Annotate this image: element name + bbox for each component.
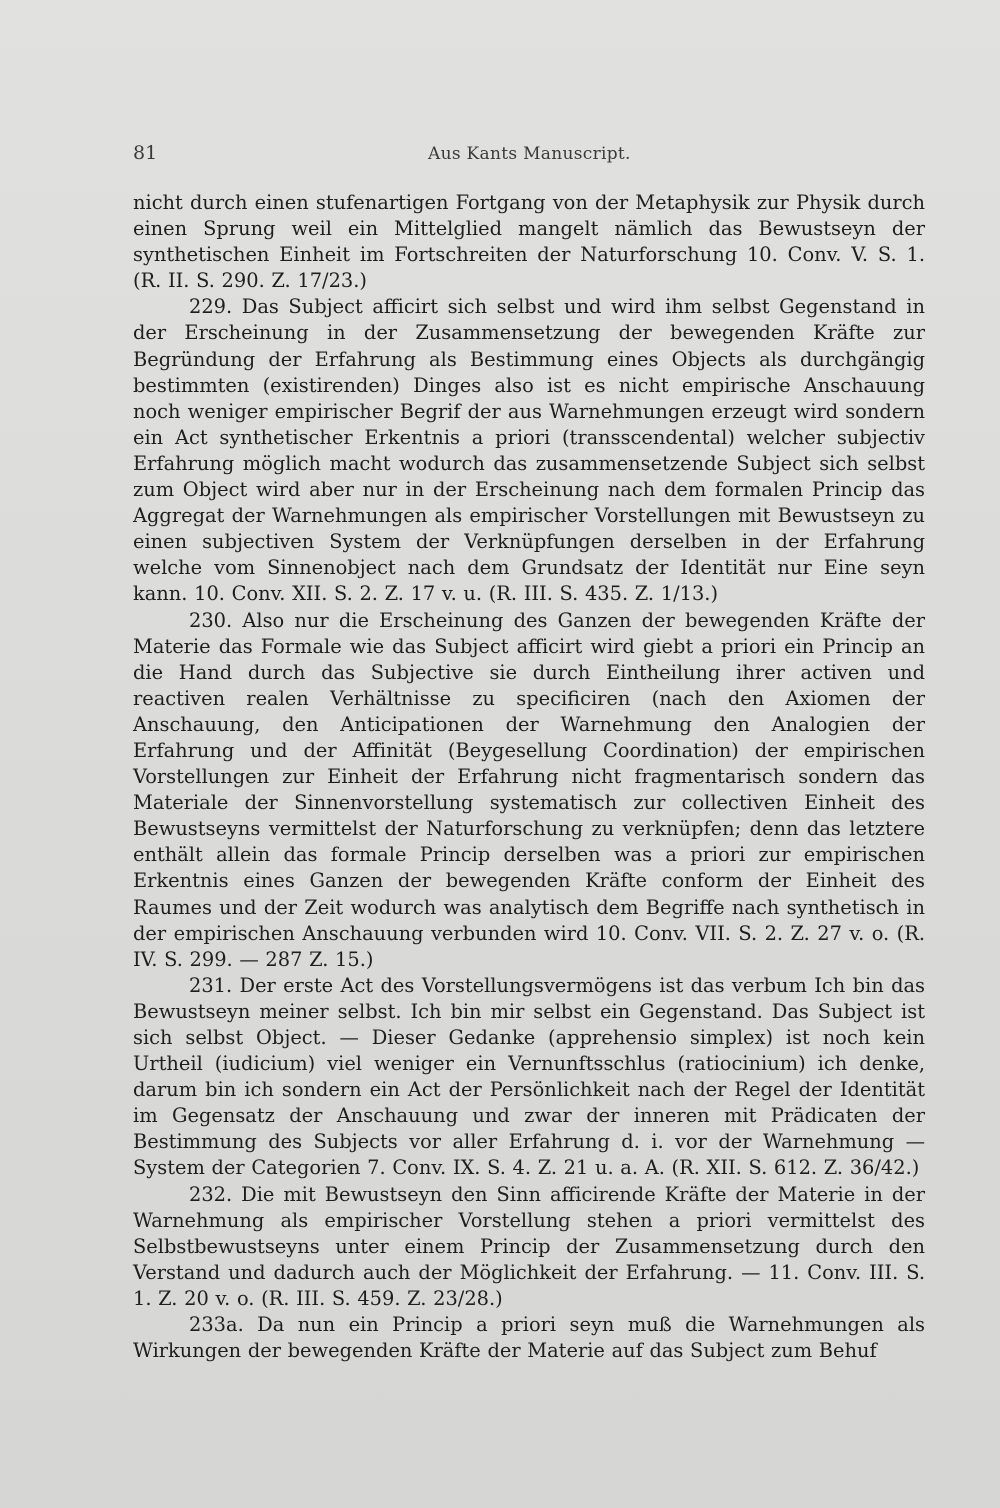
paragraph-230: 230. Also nur die Erscheinung des Ganzen der bewegenden Kräfte der Materie das Formale wie das Subject afficirt wird giebt a priori ein Princip an die Hand durch das Subjective sie durch Eintheilung ihrer activen und reactiven realen Verhältnisse zu specificiren (nach den Axiomen der Anschauung, den Anticipationen der Warnehmung den Analogien der Erfahrung und der Affinität (Beygesellung Coordination) der empirischen Vorstellungen zur Einheit der Erfahrung nicht fragmentarisch sondern das Materiale der Sinnenvorstellung systematisch zur collectiven Einheit des Bewustseyns vermittelst der Naturforschung zu verknüpfen; denn das letztere enthält allein das formale Princip derselben was a priori zur empirischen Erkentnis eines Ganzen der bewegenden Kräfte conform der Einheit des Raumes und der Zeit wodurch was analytisch dem Begriffe nach synthetisch in der empirischen Anschauung verbunden wird 10. Conv. VII. S. 2. Z. 27 v. o. (R. IV. S. 299. — 287 Z. 15.) bbox=[133, 608, 925, 971]
body-text bbox=[133, 190, 925, 1364]
paragraph-continuation: nicht durch einen stufenartigen Fortgang von der Metaphysik zur Physik durch einen Sprung weil ein Mittelglied mangelt nämlich das Bewustseyn der synthetischen Einheit im Fortschreiten der Naturforschung 10. Conv. V. S. 1. (R. II. S. 290. Z. 17/23.) bbox=[133, 191, 925, 293]
running-title: Aus Kants Manuscript. bbox=[428, 144, 631, 164]
running-header bbox=[133, 142, 923, 172]
paragraph-233a: 233a. Da nun ein Princip a priori seyn muß die Warnehmungen als Wirkungen der bewegenden Kräfte der Materie auf das Subject zum Behuf bbox=[133, 1313, 925, 1363]
paragraph-229: 229. Das Subject afficirt sich selbst und wird ihm selbst Gegenstand in der Erscheinung in der Zusammensetzung der bewegenden Kräfte zur Begründung der Erfahrung als Bestimmung eines Objects als durchgängig bestimmten (existirenden) Dinges also ist es nicht empirische Anschauung noch weniger empirischer Begrif der aus Warnehmungen erzeugt wird sondern ein Act synthetischer Erkentnis a priori (transscendental) welcher subjectiv Erfahrung möglich macht wodurch das zusammensetzende Subject sich selbst zum Object wird aber nur in der Erscheinung nach dem formalen Princip das Aggregat der Warnehmungen als empirischer Vorstellungen mit Bewustseyn zu einen subjectiven System der Verknüpfungen derselben in der Erfahrung welche vom Sinnenobject nach dem Grundsatz der Identität nur Eine seyn kann. 10. Conv. XII. S. 2. Z. 17 v. u. (R. III. S. 435. Z. 1/13.) bbox=[133, 295, 925, 606]
paragraph-232: 232. Die mit Bewustseyn den Sinn afficirende Kräfte der Materie in der Warnehmung als empirischer Vorstellung stehen a priori vermittelst des Selbstbewustseyns unter einem Princip der Zusammensetzung durch den Verstand und dadurch auch der Möglichkeit der Erfahrung. — 11. Conv. III. S. 1. Z. 20 v. o. (R. III. S. 459. Z. 23/28.) bbox=[133, 1182, 925, 1310]
page-number: 81 bbox=[133, 142, 158, 164]
paragraph-231: 231. Der erste Act des Vorstellungsvermögens ist das verbum Ich bin das Bewustseyn meiner selbst. Ich bin mir selbst ein Gegenstand. Das Subject ist sich selbst Object. — Dieser Gedanke (apprehensio simplex) ist noch kein Urtheil (iudicium) viel weniger ein Vernunftsschlus (ratiocinium) ich denke, darum bin ich sondern ein Act der Persönlichkeit nach der Regel der Identität im Gegensatz der Anschauung und zwar der inneren mit Prädicaten der Bestimmung des Subjects vor aller Erfahrung d. i. vor der Warnehmung — System der Categorien 7. Conv. IX. S. 4. Z. 21 u. a. A. (R. XII. S. 612. Z. 36/42.) bbox=[133, 973, 925, 1180]
